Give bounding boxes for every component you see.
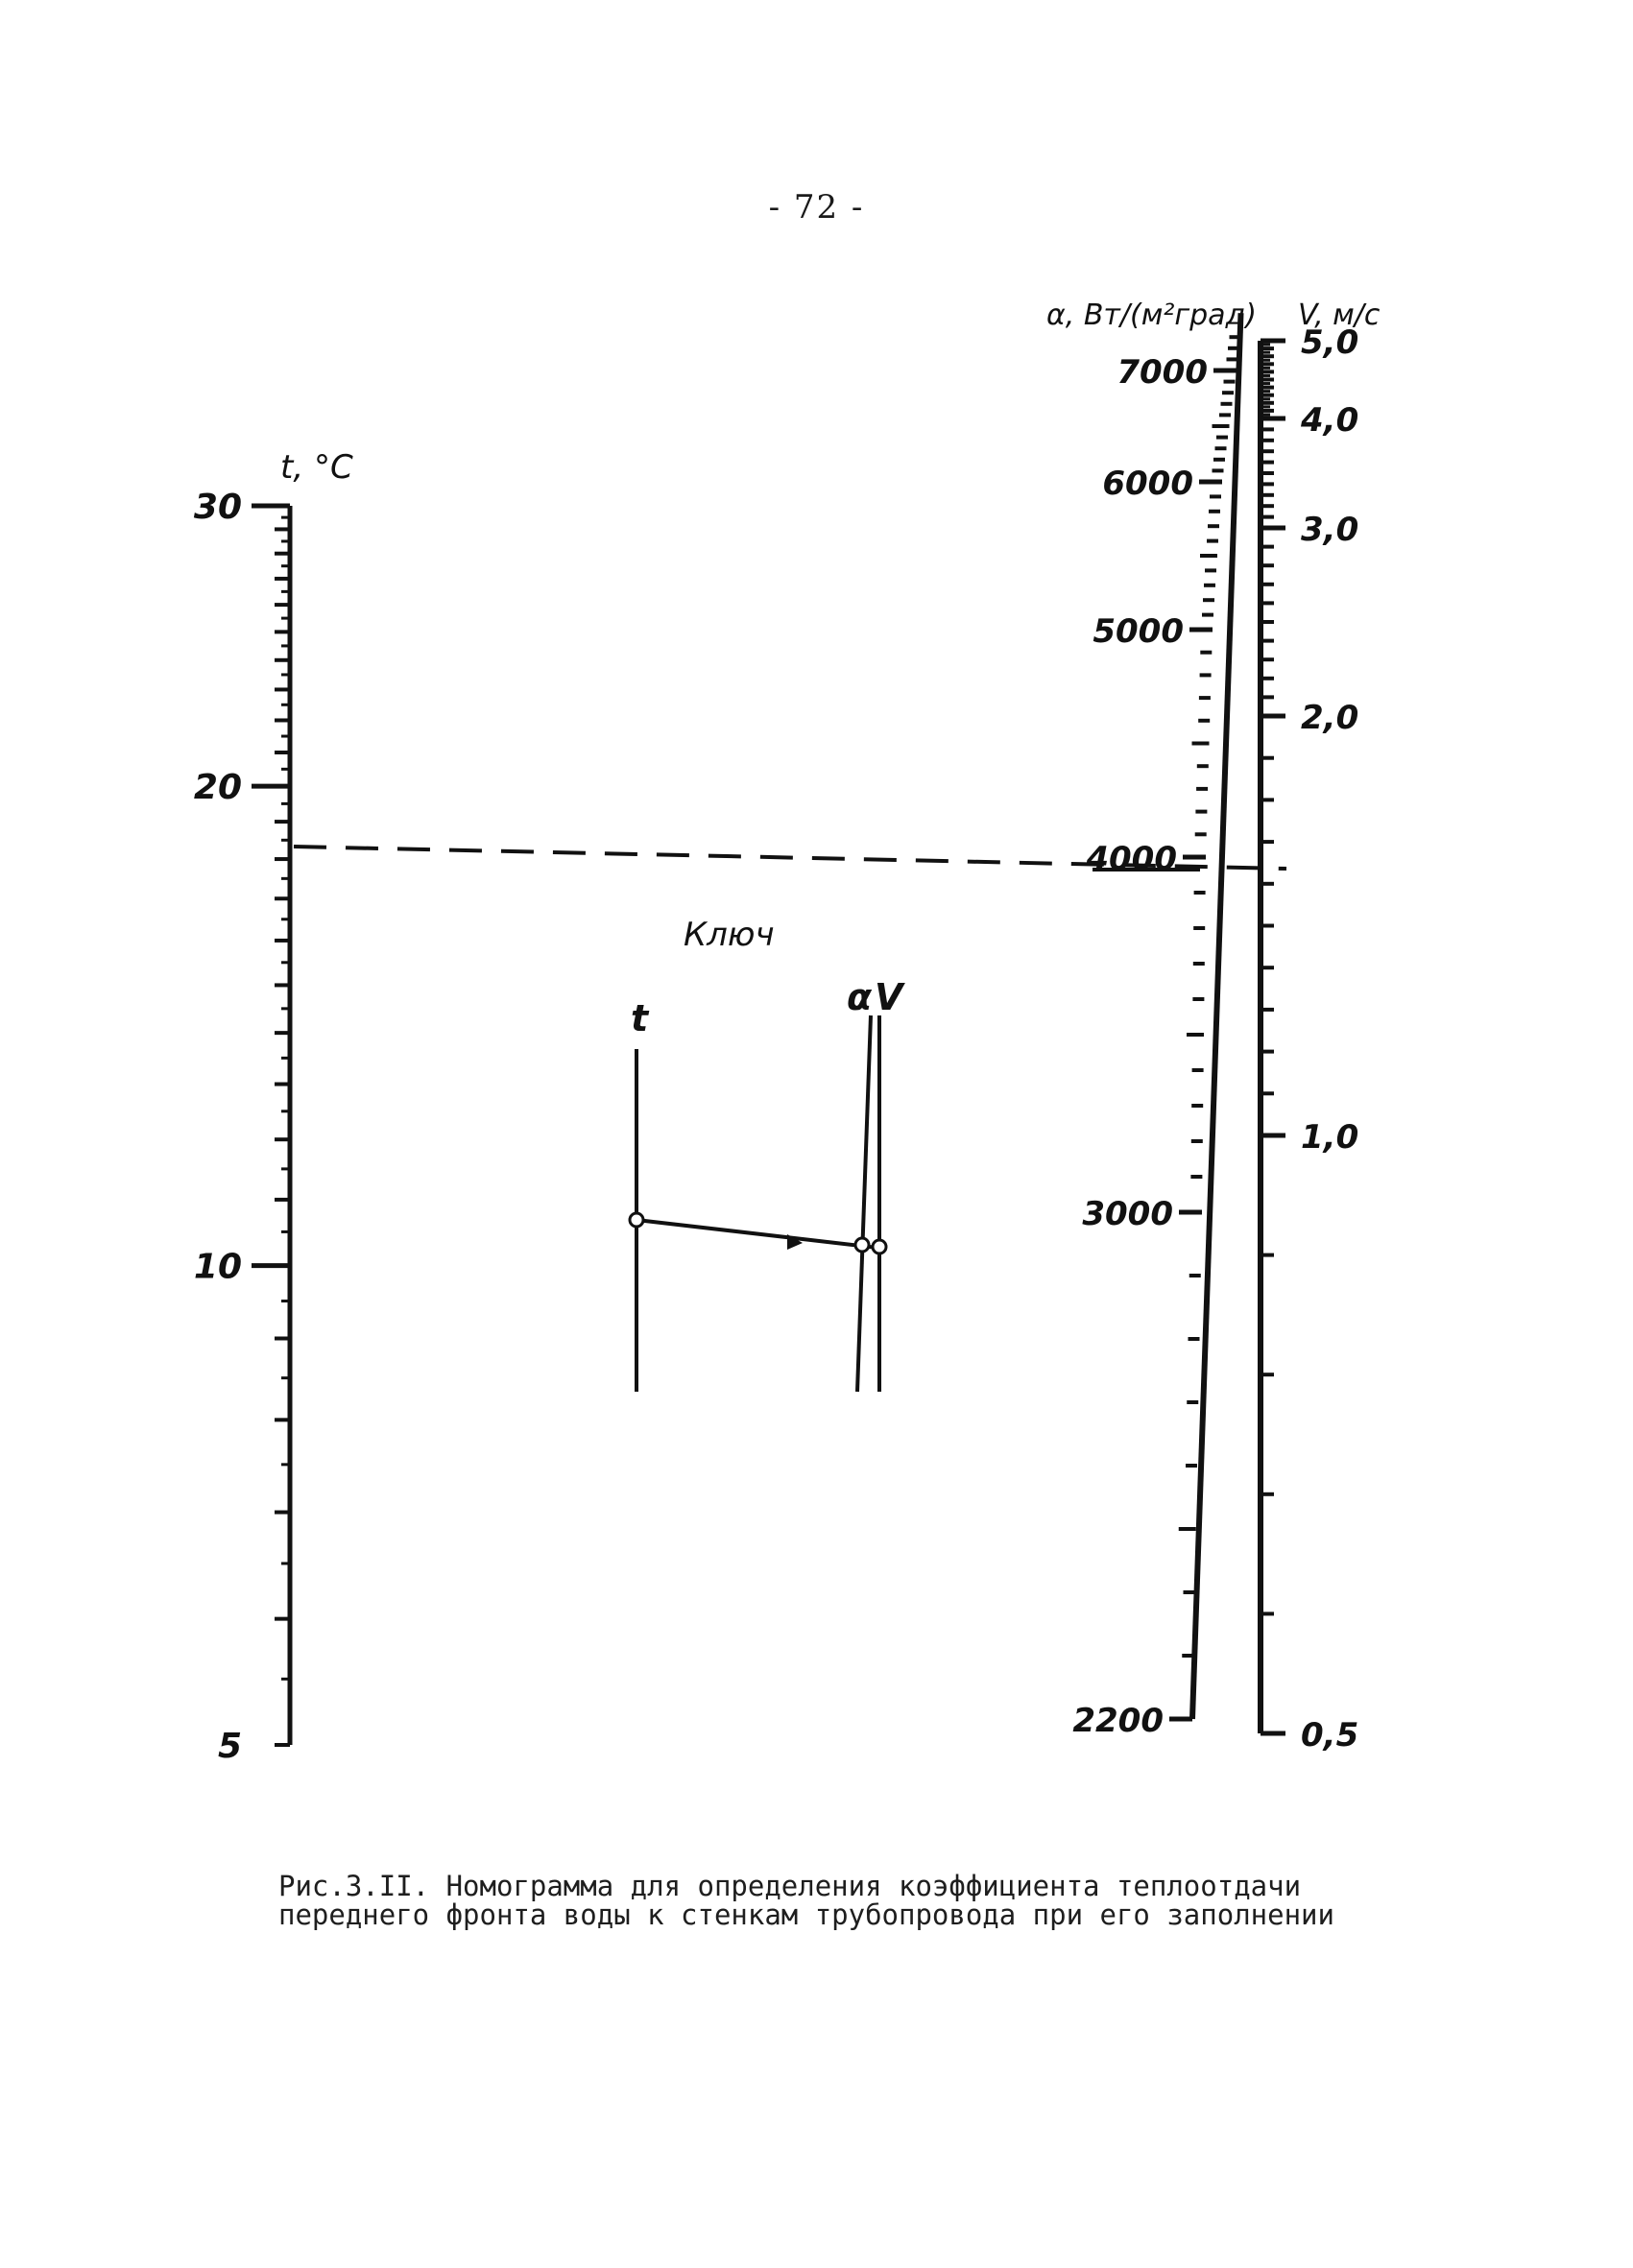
t-tick-label: 30: [193, 488, 242, 527]
key-connector-line: [636, 1220, 877, 1248]
t-tick-label: 10: [193, 1247, 242, 1287]
v-tick-label: 2,0: [1301, 699, 1359, 737]
v-tick-label: 0,5: [1301, 1716, 1359, 1755]
alpha-tick-label: 5000: [1093, 612, 1184, 651]
alpha-tick-label: 7000: [1117, 353, 1208, 392]
t-tick-label: 5: [217, 1727, 242, 1766]
alpha-axis-label: α, Вт/(м²град): [1046, 298, 1258, 332]
key-title: Ключ: [684, 916, 775, 954]
t-axis: [194, 488, 290, 1766]
caption-line-2: переднего фронта воды к стенкам трубопровода при его заполнении: [278, 1898, 1334, 1931]
key-point: [855, 1238, 869, 1252]
t-tick-label: 20: [193, 768, 242, 808]
key-diagram: [630, 1015, 886, 1392]
key-v-label: V: [875, 976, 903, 1018]
v-axis: [1261, 323, 1358, 1755]
key-alpha-line: [857, 1015, 871, 1392]
alpha-tick-label: 4000: [1086, 840, 1177, 878]
alpha-tick-label: 3000: [1082, 1195, 1173, 1233]
v-tick-label: 1,0: [1301, 1118, 1359, 1157]
v-tick-label: 3,0: [1301, 511, 1359, 549]
alpha-tick-label: 2200: [1072, 1702, 1164, 1740]
v-tick-label: 5,0: [1301, 323, 1359, 362]
v-tick-label: 4,0: [1301, 401, 1359, 440]
caption-line-1: Рис.3.II. Номограмма для определения коэффициента теплоотдачи: [278, 1870, 1302, 1902]
figure-caption: [278, 1872, 1478, 1929]
page-number: - 72 -: [768, 188, 865, 227]
t-axis-label: t, °C: [280, 448, 353, 487]
alpha-axis: [1072, 313, 1240, 1740]
alpha-tick-label: 6000: [1102, 465, 1193, 503]
key-point: [630, 1213, 643, 1227]
key-point: [873, 1240, 886, 1253]
key-t-label: t: [631, 997, 649, 1039]
key-alpha-label: α: [847, 976, 873, 1018]
alpha-axis-line: [1192, 313, 1241, 1719]
v-axis-label: V, м/с: [1298, 298, 1381, 332]
